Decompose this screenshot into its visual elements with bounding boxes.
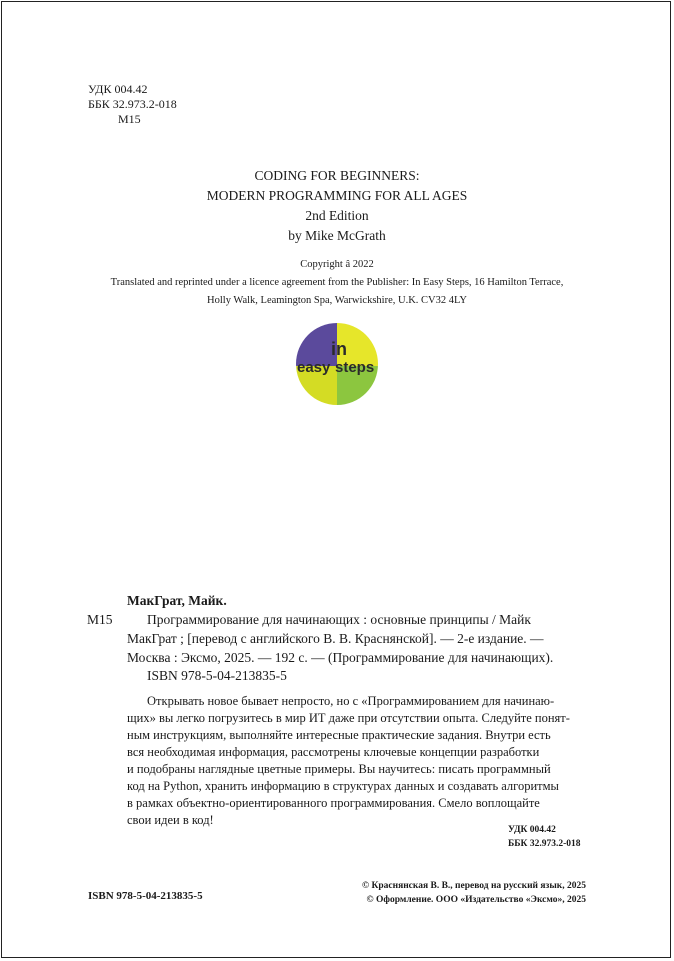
license-line2: Holly Walk, Leamington Spa, Warwickshire, U.K. CV32 4LY xyxy=(207,295,467,306)
original-title-line2: MODERN PROGRAMMING FOR ALL AGES xyxy=(206,188,468,203)
annotation-line: ным инструкциям, выполняйте интересные практические задания. Внутри есть xyxy=(127,728,551,742)
bbk-code: ББК 32.973.2-018 xyxy=(88,97,177,111)
translation-copyright: © Краснянская В. В., перевод на русский язык, 2025 xyxy=(361,881,586,891)
catalog-author-mark: М15 xyxy=(87,612,113,627)
annotation-line: щих» вы легко погрузитесь в мир ИТ даже при отсутствии опыта. Следуйте понят- xyxy=(127,711,570,725)
footer-isbn: ISBN 978-5-04-213835-5 xyxy=(88,890,203,902)
catalog-codes xyxy=(508,823,581,851)
design-copyright: © Оформление. ООО «Издательство «Эксмо», 2025 xyxy=(366,895,586,905)
author-mark: М15 xyxy=(118,112,141,126)
annotation-line: свои идеи в код! xyxy=(127,813,214,827)
copyright-block xyxy=(0,256,674,310)
catalog-isbn: ISBN 978-5-04-213835-5 xyxy=(147,668,287,683)
logo-word-in: in xyxy=(331,339,347,359)
udk-code: УДК 004.42 xyxy=(88,82,148,96)
copyright-year: Copyright â 2022 xyxy=(300,259,374,270)
biblio-line-3: Москва : Эксмо, 2025. — 192 с. — (Программирование для начинающих). xyxy=(127,650,554,665)
edition: 2nd Edition xyxy=(305,208,369,223)
catalog-author-heading: МакГрат, Майк. xyxy=(127,593,227,608)
logo-word-easy: easy xyxy=(297,359,331,376)
classification-codes xyxy=(88,82,177,127)
annotation-line: в рамках объектно-ориентированного программирования. Смело воплощайте xyxy=(127,796,540,810)
original-author: by Mike McGrath xyxy=(288,228,386,243)
annotation-line: и подобраны наглядные цветные примеры. Вы научитесь: писать программный xyxy=(127,762,551,776)
original-title-block xyxy=(0,166,674,246)
annotation xyxy=(127,693,587,829)
logo-word-steps: steps xyxy=(335,359,375,376)
annotation-line: код на Python, хранить информацию в структурах данных и создавать алгоритмы xyxy=(127,779,559,793)
catalog-udk: УДК 004.42 xyxy=(508,825,556,835)
annotation-line: Открывать новое бывает непросто, но с «Программированием для начинаю- xyxy=(147,694,555,708)
annotation-line: вся необходимая информация, рассмотрены ключевые концепции разработки xyxy=(127,745,540,759)
bibliographic-description xyxy=(127,610,587,667)
biblio-line-2: МакГрат ; [перевод с английского В. В. Краснянской]. — 2-е издание. — xyxy=(127,631,544,646)
original-title-line1: CODING FOR BEGINNERS: xyxy=(254,168,420,183)
in-easy-steps-logo xyxy=(295,322,379,406)
biblio-line-1: Программирование для начинающих : основные принципы / Майк xyxy=(147,612,531,627)
footer-copyrights xyxy=(362,879,586,907)
catalog-bbk: ББК 32.973.2-018 xyxy=(508,839,581,849)
license-line1: Translated and reprinted under a licence agreement from the Publisher: In Easy Steps, 16 Hamilton Terrace, xyxy=(110,277,564,288)
